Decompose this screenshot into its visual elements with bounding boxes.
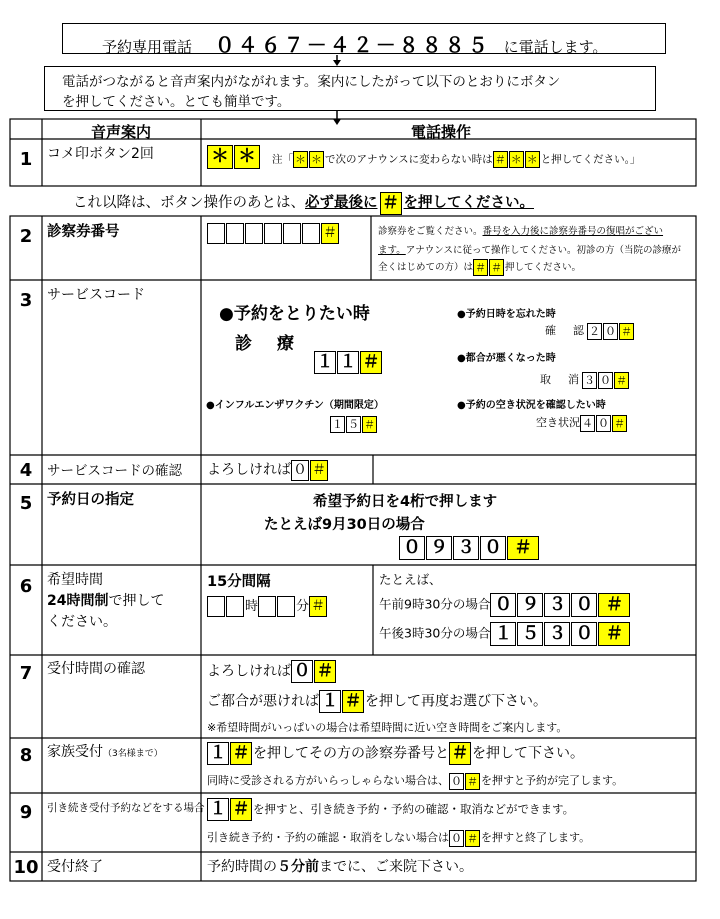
- row-10-line-suffix: までに、ご来院下さい。: [319, 859, 473, 875]
- row-5-line-2: たとえば9月30日の場合: [264, 517, 425, 533]
- digit-box[interactable]: [207, 223, 225, 244]
- row-4-ok: よろしければ: [207, 462, 291, 478]
- row-9-line-2-suffix: を押すと終了します。: [481, 831, 591, 844]
- hash-key[interactable]: ＃: [364, 418, 375, 431]
- row-1-note-prefix: 注「: [272, 153, 293, 166]
- phone-suffix: に電話します。: [503, 38, 608, 56]
- one-key[interactable]: １: [332, 418, 343, 431]
- hash-key[interactable]: ＃: [230, 742, 252, 765]
- hash-key[interactable]: ＃: [467, 831, 478, 845]
- digit-box[interactable]: [258, 596, 276, 617]
- digit-box[interactable]: [207, 596, 225, 617]
- row-4-op: [207, 459, 329, 481]
- hash-key[interactable]: ＃: [614, 416, 625, 430]
- star-key[interactable]: ＊: [526, 153, 538, 166]
- hash-key[interactable]: ＃: [598, 593, 630, 617]
- row-2-note-3-prefix: 全くはじめての方）は: [378, 262, 474, 273]
- row-7-bad-suffix: を押して再度お選び下さい。: [365, 693, 547, 710]
- row-7-line-2: [207, 690, 547, 713]
- hash-key[interactable]: ＃: [467, 774, 478, 788]
- hash-key[interactable]: ＃: [494, 153, 506, 166]
- row-3-vacancy: 空き状況: [536, 416, 580, 429]
- row-9-line-1-suffix: を押すと、引き続き予約・予約の確認・取消などができます。: [253, 802, 575, 816]
- row-8-voice-main: 家族受付: [47, 744, 103, 760]
- row-8-line-2: [207, 772, 623, 790]
- row-8-line-2-suffix: を押すと予約が完了します。: [481, 774, 624, 787]
- time-example-am: [379, 593, 631, 617]
- star-key[interactable]: ＊: [510, 153, 522, 166]
- row-1-keys: [207, 145, 261, 169]
- zero-key[interactable]: ０: [451, 831, 462, 845]
- row-10-line-bold: ５分前: [277, 859, 319, 875]
- row-2-voice: 診察券番号: [47, 224, 120, 240]
- zero-key[interactable]: ０: [600, 373, 611, 387]
- row-6-am: 午前9時30分の場合: [379, 596, 491, 612]
- row-9-voice: 引き続き受付予約などをする場合: [47, 802, 205, 814]
- row-6-voice-2-bold: 24時間制: [47, 593, 109, 609]
- hash-key[interactable]: ＃: [380, 192, 402, 215]
- hash-key[interactable]: ＃: [475, 261, 487, 274]
- row-7-number: 7: [19, 663, 33, 684]
- row-2-note-1-plain: 診察券をご覧ください。: [378, 226, 483, 237]
- hash-key[interactable]: ＃: [507, 536, 539, 560]
- row-2-note-1: [378, 223, 663, 237]
- row-2-note-3: [378, 259, 581, 276]
- row-5-line-1: 希望予約日を4桁で押します: [313, 494, 498, 510]
- row-10-number: 10: [13, 857, 39, 878]
- hash-key[interactable]: ＃: [310, 460, 328, 481]
- star-key[interactable]: ＊: [311, 153, 322, 166]
- after-note-prefix: これ以降は、ボタン操作のあとは、: [73, 195, 305, 211]
- digit-box[interactable]: [264, 223, 282, 244]
- row-1-voice: コメ印ボタン2回: [47, 146, 154, 162]
- row-10-line: [207, 856, 473, 876]
- row-6-interval: 15分間隔: [207, 574, 271, 590]
- row-1-note: [272, 151, 640, 168]
- card-number-input[interactable]: [207, 223, 340, 244]
- row-4-voice: サービスコードの確認: [47, 463, 182, 479]
- three-key[interactable]: ３: [544, 622, 570, 646]
- row-2-number: 2: [19, 226, 33, 247]
- hash-key[interactable]: ＃: [621, 324, 632, 338]
- row-5-number: 5: [19, 493, 33, 514]
- digit-box[interactable]: [302, 223, 320, 244]
- time-input[interactable]: [207, 595, 328, 617]
- row-2-note-2-plain: アナウンスに従って操作してください。初診の方（当院の診療が: [405, 245, 681, 256]
- one-key[interactable]: １: [207, 798, 229, 821]
- digit-box[interactable]: [226, 596, 244, 617]
- digit-box[interactable]: [245, 223, 263, 244]
- row-6-voice-2: [47, 590, 164, 610]
- code-30: [540, 371, 630, 389]
- code-11: [314, 351, 383, 374]
- five-key[interactable]: ５: [517, 622, 543, 646]
- zero-key[interactable]: ０: [571, 593, 597, 617]
- code-15: [330, 414, 378, 433]
- row-7-voice: 受付時間の確認: [47, 661, 145, 677]
- phone-number[interactable]: ０４６７－４２－８８８５: [214, 33, 491, 57]
- row-6-example: たとえば、: [379, 572, 442, 587]
- hash-key[interactable]: ＃: [230, 798, 252, 821]
- hash-key[interactable]: ＃: [309, 596, 327, 617]
- hour-label: 時: [245, 599, 259, 614]
- hash-key[interactable]: ＃: [321, 223, 339, 244]
- row-6-number: 6: [19, 576, 33, 597]
- hash-key[interactable]: ＃: [449, 742, 471, 765]
- digit-box[interactable]: [226, 223, 244, 244]
- row-3-cancel: 取 消: [540, 373, 582, 386]
- row-10-line-prefix: 予約時間の: [207, 859, 277, 875]
- row-8-line-1-suffix: を押して下さい。: [472, 745, 584, 762]
- hash-key[interactable]: ＃: [616, 373, 627, 387]
- row-3-flu: ●インフルエンザワクチン（期間限定）: [206, 400, 384, 411]
- zero-key[interactable]: ０: [598, 416, 609, 430]
- minute-label: 分: [296, 599, 310, 614]
- one-key[interactable]: １: [319, 690, 341, 713]
- row-3-check: ●予約の空き状況を確認したい時: [457, 400, 606, 411]
- one-key[interactable]: １: [207, 742, 229, 765]
- row-3-want: ●予約をとりたい時: [219, 304, 370, 324]
- row-9-line-2: [207, 829, 590, 847]
- digit-box[interactable]: [283, 223, 301, 244]
- col-voice-header: 音声案内: [91, 123, 152, 141]
- zero-key[interactable]: ０: [291, 660, 313, 683]
- row-6-pm: 午後3時30分の場合: [379, 625, 491, 641]
- nine-key[interactable]: ９: [426, 536, 452, 560]
- zero-key[interactable]: ０: [451, 774, 462, 788]
- row-6-voice-2-rest: で押して: [108, 593, 165, 609]
- hash-key[interactable]: ＃: [314, 660, 336, 683]
- row-5-voice: 予約日の指定: [47, 492, 134, 508]
- zero-key[interactable]: ０: [480, 536, 506, 560]
- row-3-voice: サービスコード: [47, 287, 145, 303]
- row-3-number: 3: [19, 290, 33, 311]
- row-2-note-2: [378, 242, 681, 256]
- row-3-confirm: 確 認: [545, 324, 587, 337]
- row-1-number: 1: [19, 149, 33, 170]
- row-9-line-1: [207, 798, 574, 821]
- col-phone-header: 電話操作: [411, 123, 472, 141]
- row-2-note-2-ul: ます。: [378, 245, 406, 256]
- three-key[interactable]: ３: [453, 536, 479, 560]
- hash-key[interactable]: ＃: [342, 690, 364, 713]
- four-key[interactable]: ４: [582, 416, 593, 430]
- star-key[interactable]: ＊: [234, 145, 260, 169]
- five-key[interactable]: ５: [348, 418, 359, 431]
- two-key[interactable]: ２: [589, 324, 600, 338]
- row-8-line-1-mid: を押してその方の診察券番号と: [253, 745, 449, 762]
- row-8-line-2-prefix: 同時に受診される方がいらっしゃらない場合は、: [207, 774, 449, 787]
- row-1-note-mid: で次のアナウンスに変わらない時は: [325, 153, 493, 166]
- date-example: [399, 536, 540, 560]
- zero-key[interactable]: ０: [399, 536, 425, 560]
- row-7-line-1: [207, 660, 337, 683]
- row-3-bad: ●都合が悪くなった時: [457, 353, 556, 364]
- phone-label: 予約専用電話: [102, 38, 193, 56]
- row-4-number: 4: [19, 460, 33, 481]
- row-8-number: 8: [19, 745, 33, 766]
- row-6-voice-3: ください。: [47, 614, 117, 630]
- row-8-voice-small: （3名様まで）: [103, 749, 163, 759]
- row-1-note-suffix: と押してください。」: [540, 153, 641, 166]
- after-note-emph: 必ず最後に: [305, 195, 378, 211]
- intro-line-1: 電話がつながると音声案内がながれます。案内にしたがって以下のとおりにボタン: [62, 74, 561, 90]
- one-key[interactable]: １: [490, 622, 516, 646]
- one-key[interactable]: １: [337, 351, 359, 374]
- row-3-shinryo: 診 療: [235, 334, 298, 354]
- row-8-line-1: [207, 742, 584, 765]
- row-9-number: 9: [19, 802, 33, 823]
- three-key[interactable]: ３: [584, 373, 595, 387]
- after-note-suffix: を押してください。: [403, 195, 534, 211]
- row-6-voice-1: 希望時間: [47, 572, 103, 588]
- zero-key[interactable]: ０: [605, 324, 616, 338]
- star-key[interactable]: ＊: [207, 145, 233, 169]
- zero-key[interactable]: ０: [291, 460, 309, 481]
- row-7-bad-prefix: ご都合が悪ければ: [207, 693, 319, 710]
- zero-key[interactable]: ０: [490, 593, 516, 617]
- digit-box[interactable]: [277, 596, 295, 617]
- three-key[interactable]: ３: [544, 593, 570, 617]
- row-7-note: ※希望時間がいっぱいの場合は希望時間に近い空き時間をご案内します。: [207, 721, 568, 734]
- code-20: [545, 322, 635, 340]
- one-key[interactable]: １: [314, 351, 336, 374]
- row-9-line-2-prefix: 引き続き予約・予約の確認・取消をしない場合は: [207, 831, 449, 844]
- intro-line-2: を押してください。とても簡単です。: [62, 94, 291, 110]
- code-40: [536, 414, 628, 432]
- row-2-note-1-ul: 番号を入力後に診察券番号の復唱がござい: [482, 226, 664, 237]
- star-key[interactable]: ＊: [295, 153, 306, 166]
- time-example-pm: [379, 622, 631, 646]
- hash-key[interactable]: ＃: [360, 351, 382, 374]
- row-7-ok: よろしければ: [207, 663, 291, 680]
- hash-key[interactable]: ＃: [598, 622, 630, 646]
- nine-key[interactable]: ９: [517, 593, 543, 617]
- row-8-voice: [47, 741, 163, 761]
- after-note: [73, 191, 534, 215]
- row-3-forgot: ●予約日時を忘れた時: [457, 309, 556, 320]
- row-2-note-3-suffix: 押してください。: [505, 262, 582, 273]
- row-10-voice: 受付終了: [47, 859, 103, 875]
- zero-key[interactable]: ０: [571, 622, 597, 646]
- hash-key[interactable]: ＃: [491, 261, 503, 274]
